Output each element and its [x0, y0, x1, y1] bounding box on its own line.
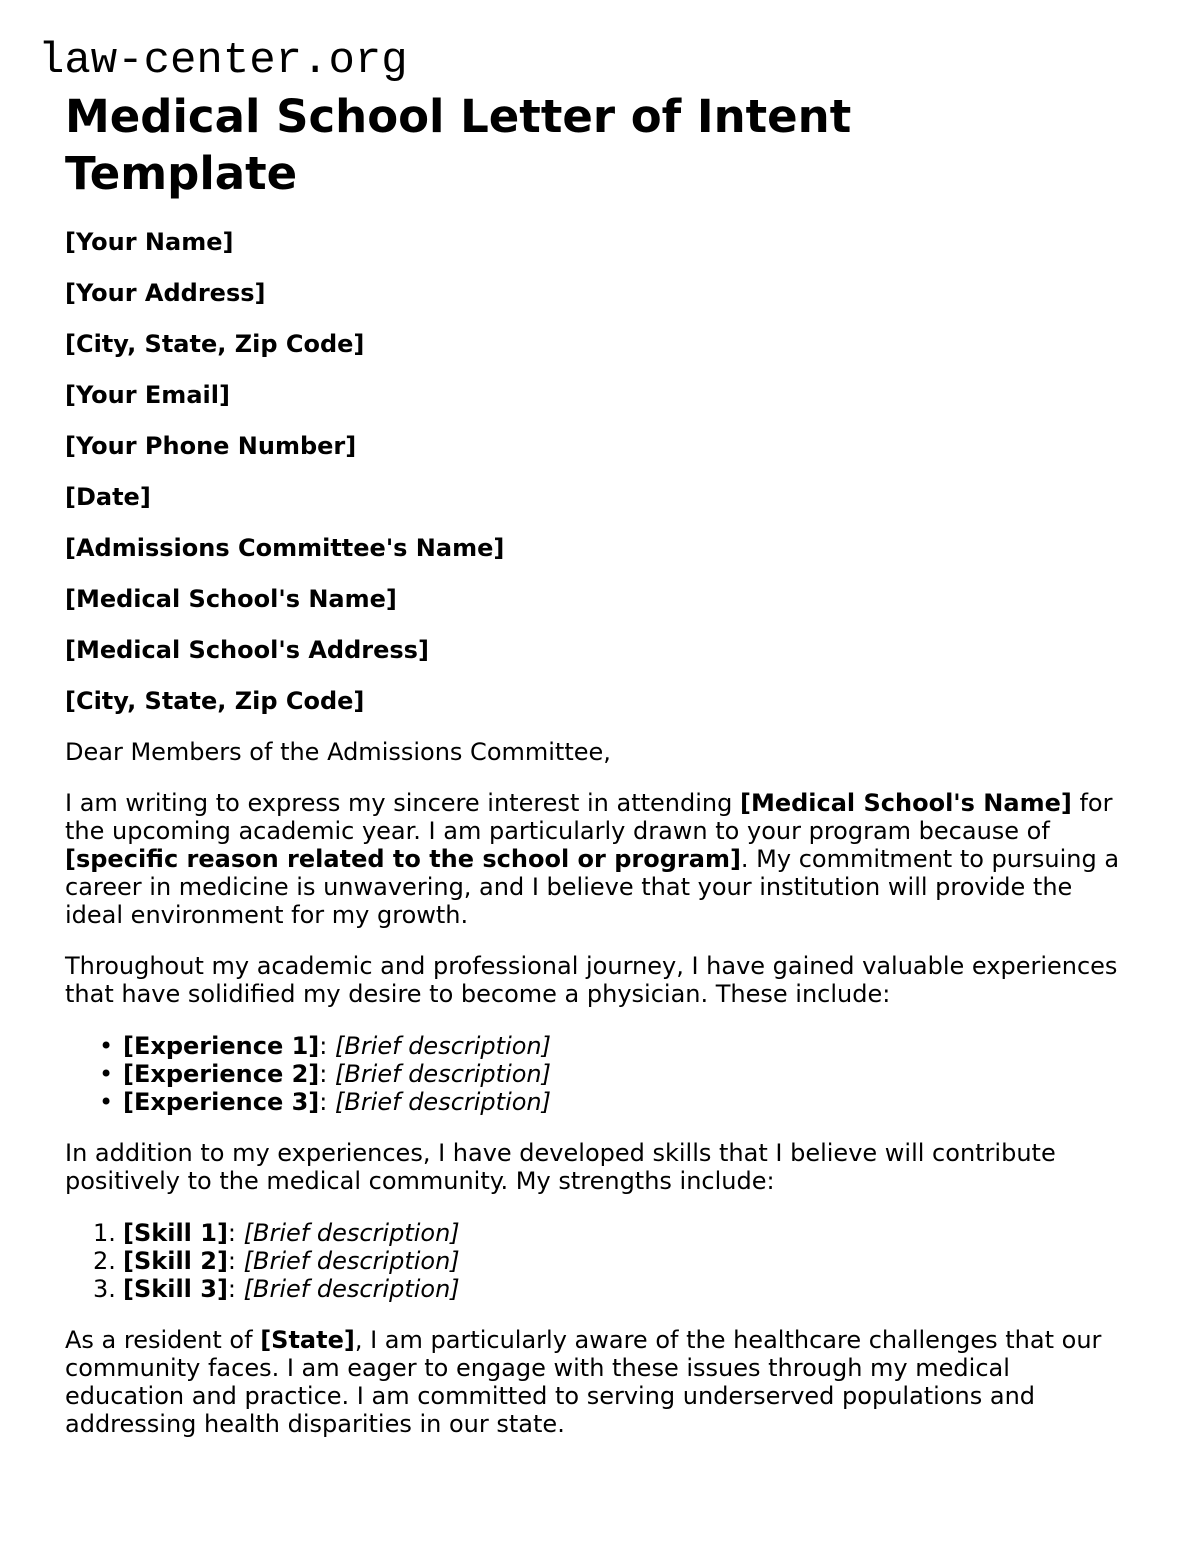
placeholder-your-phone: [Your Phone Number]	[65, 432, 357, 460]
skill-list	[65, 1219, 1129, 1303]
experience-list-item-2: • [Experience 2]: [Brief description]	[123, 1060, 1129, 1088]
placeholder-your-email: [Your Email]	[65, 381, 230, 409]
placeholder-admissions-committee-name: [Admissions Committee's Name]	[65, 534, 505, 562]
paragraph-state-resident: As a resident of [State], I am particularly aware of the healthcare challenges that our community faces. I am eager to engage with these issues through my medical education and practice. I am committed to serving underserved populations and addressing health disparities in our state.	[65, 1326, 1102, 1438]
placeholder-medical-school-address: [Medical School's Address]	[65, 636, 429, 664]
experience-list-item-1: • [Experience 1]: [Brief description]	[123, 1032, 1129, 1060]
paragraph-experiences-lead: Throughout my academic and professional journey, I have gained valuable experiences that have solidified my desire to become a physician. These include:	[65, 952, 1118, 1008]
experience-list-item-3: • [Experience 3]: [Brief description]	[123, 1088, 1129, 1116]
skill-list-item-3: [Skill 3]: [Brief description]	[123, 1275, 460, 1303]
skill-list-item-1: [Skill 1]: [Brief description]	[123, 1219, 460, 1247]
skill-list-item-2: [Skill 2]: [Brief description]	[123, 1247, 460, 1275]
page-title: Medical School Letter of Intent Template	[65, 90, 852, 200]
placeholder-city-state-zip: [City, State, Zip Code]	[65, 330, 365, 358]
placeholder-school-city-state-zip: [City, State, Zip Code]	[65, 687, 365, 715]
paragraph-skills-lead: In addition to my experiences, I have developed skills that I believe will contribute positively to the medical community. My strengths include:	[65, 1139, 1056, 1195]
salutation: Dear Members of the Admissions Committee,	[65, 738, 611, 766]
site-logo: law-center.org	[38, 36, 408, 86]
experience-list	[65, 1032, 1129, 1116]
placeholder-your-address: [Your Address]	[65, 279, 266, 307]
placeholder-your-name: [Your Name]	[65, 228, 234, 256]
placeholder-medical-school-name: [Medical School's Name]	[65, 585, 397, 613]
paragraph-intro: I am writing to express my sincere interest in attending [Medical School's Name] for the upcoming academic year. I am particularly drawn to your program because of [specific reason related to the school or program]. My commitment to pursuing a career in medicine is unwavering, and I believe that your institution will provide the ideal environment for my growth.	[65, 789, 1120, 929]
placeholder-date: [Date]	[65, 483, 151, 511]
